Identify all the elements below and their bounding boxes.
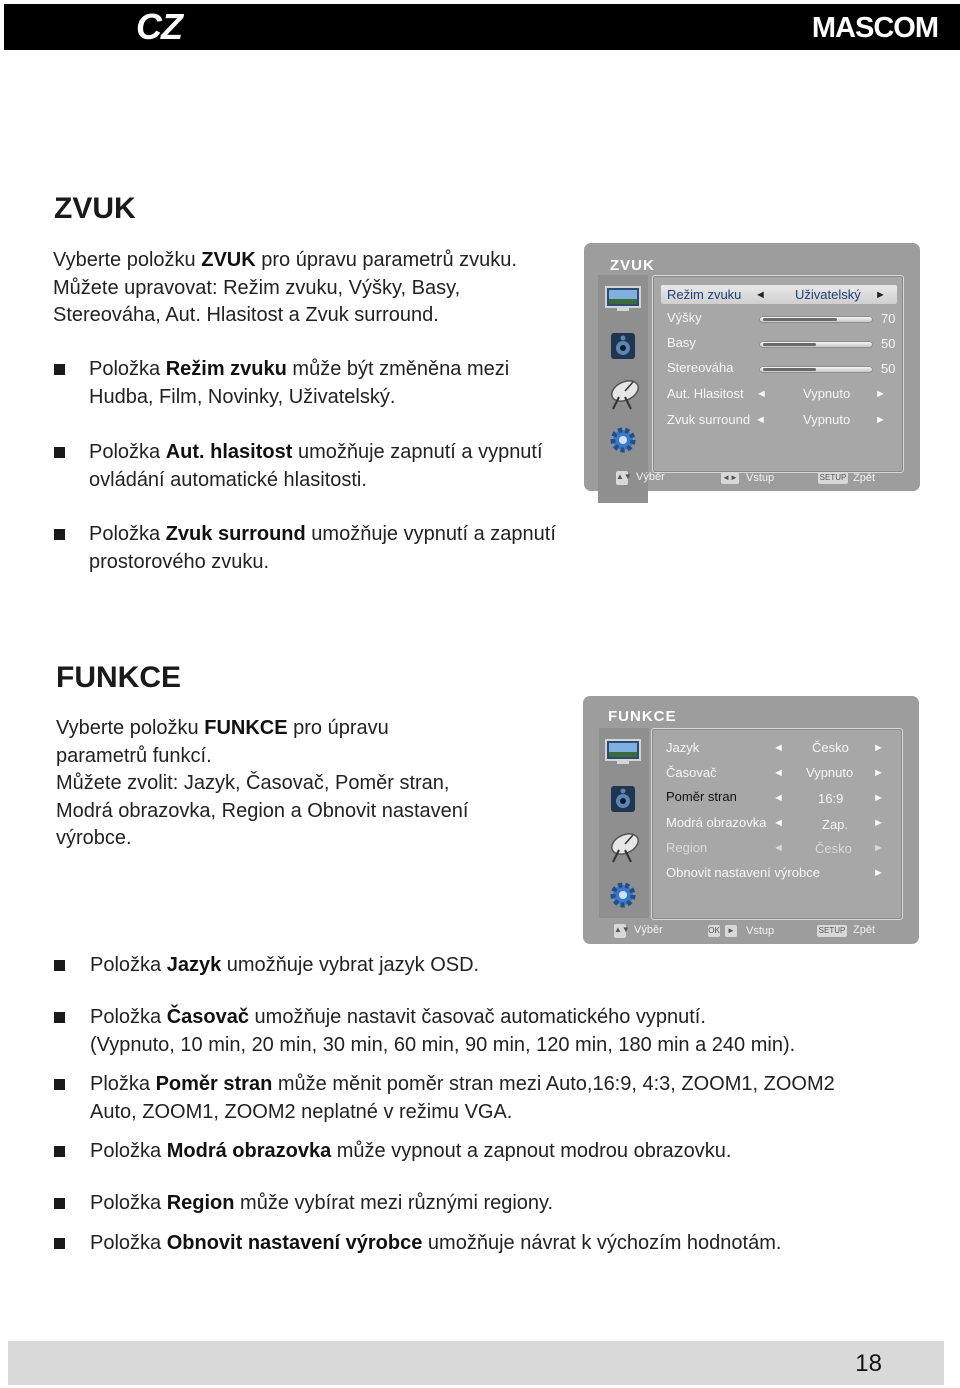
setup-key-icon: SETUP — [818, 926, 846, 935]
language-code: CZ — [136, 6, 182, 47]
intro-line — [56, 743, 468, 771]
satellite-dish-icon — [603, 830, 643, 864]
bullet-marker — [54, 1146, 65, 1157]
satellite-dish-icon — [603, 377, 643, 411]
zvuk-bullet-rezim — [89, 356, 509, 411]
funkce-bullet-pomer-stran — [90, 1071, 835, 1126]
section-heading-funkce: FUNKCE — [56, 661, 181, 694]
arrow-right-icon[interactable]: ► — [873, 842, 884, 854]
bold-term: Zvuk surround — [165, 523, 306, 545]
arrow-left-icon[interactable]: ◄ — [756, 388, 767, 400]
bullet-marker — [54, 1079, 65, 1090]
osd-items-panel — [651, 728, 903, 920]
funkce-bullet-casovac — [90, 1004, 795, 1059]
bullet-marker — [54, 364, 65, 375]
bullet-marker — [54, 529, 65, 540]
arrow-right-icon[interactable]: ► — [873, 742, 884, 754]
arrow-left-icon[interactable]: ◄ — [755, 289, 766, 301]
bold-term: Region — [166, 1192, 235, 1214]
text-run: může vypnout a zapnout modrou obrazovku. — [331, 1140, 732, 1162]
osd-row-value: Česko — [815, 841, 852, 856]
text-run: parametrů funkcí. — [56, 744, 212, 767]
bullet-text-line — [89, 549, 556, 577]
osd-row-label: Stereováha — [667, 360, 734, 375]
arrow-right-icon[interactable]: ► — [873, 867, 884, 879]
arrow-left-icon[interactable]: ◄ — [773, 792, 784, 804]
osd-footer-back: Zpět — [853, 472, 876, 484]
bullet-marker — [54, 1238, 65, 1249]
text-run: výrobce. — [56, 827, 132, 849]
arrow-right-icon[interactable]: ► — [875, 388, 886, 400]
osd-row-value: Vypnuto — [803, 412, 851, 427]
osd-row-label[interactable]: Poměr stran — [666, 789, 737, 804]
intro-line — [56, 770, 468, 798]
osd-footer-select: Výběr — [634, 924, 663, 936]
slider-fill — [763, 368, 816, 371]
intro-line — [56, 715, 468, 743]
funkce-bullet-region — [90, 1190, 553, 1218]
text-run: Můžete zvolit: Jazyk, Časovač, Poměr stran, — [56, 772, 450, 794]
text-run: Položka — [89, 441, 166, 463]
osd-row-label: Obnovit nastavení výrobce — [666, 865, 820, 880]
text-run: Položka — [89, 523, 166, 545]
bullet-text-line — [90, 1138, 731, 1166]
osd-footer-enter: Vstup — [746, 472, 775, 484]
osd-row-label: Režim zvuku — [667, 287, 742, 302]
bold-term: FUNKCE — [204, 717, 288, 739]
intro-line — [56, 825, 468, 853]
text-run: Položka — [90, 1192, 167, 1214]
bass-slider[interactable] — [759, 341, 873, 348]
bullet-text-line — [90, 1004, 795, 1032]
sound-icon — [603, 329, 643, 363]
osd-footer-enter: Vstup — [746, 925, 775, 937]
page-number: 18 — [855, 1350, 882, 1377]
arrow-left-icon[interactable]: ◄ — [773, 742, 784, 754]
text-run: pro úpravu — [287, 717, 389, 739]
picture-icon — [603, 281, 643, 315]
text-run: (Vypnuto, 10 min, 20 min, 30 min, 60 min, 90 min, 120 min, 180 min a 240 min). — [90, 1033, 796, 1056]
bullet-text-line — [90, 1190, 553, 1218]
bold-term: Poměr stran — [155, 1073, 273, 1095]
osd-row-value: Vypnuto — [803, 386, 851, 401]
bullet-text-line — [89, 356, 509, 384]
up-down-key-icon: ▲▼ — [616, 471, 628, 485]
bold-term: Jazyk — [166, 954, 222, 976]
text-run: Položka — [90, 954, 167, 976]
osd-title: FUNKCE — [608, 708, 677, 725]
intro-line — [53, 302, 517, 330]
funkce-bullet-obnovit — [90, 1230, 781, 1258]
slider-fill — [763, 343, 816, 346]
left-right-key-icon: ◄► — [722, 473, 738, 482]
text-run: umožňuje vybrat jazyk OSD. — [221, 954, 480, 976]
osd-row-label: Jazyk — [666, 740, 700, 755]
bold-term: Časovač — [166, 1006, 249, 1028]
bullet-marker — [54, 1198, 65, 1209]
bold-term: Režim zvuku — [165, 358, 287, 380]
text-run: Hudba, Film, Novinky, Uživatelský. — [89, 385, 396, 408]
arrow-left-icon[interactable]: ◄ — [755, 414, 766, 426]
right-key-icon: ► — [725, 925, 737, 937]
bullet-text-line — [90, 1099, 835, 1127]
gear-icon — [603, 878, 643, 912]
osd-row-value: Česko — [812, 740, 849, 755]
osd-footer-select: Výběr — [636, 471, 665, 483]
text-run: Vyberte položku — [53, 249, 202, 271]
gear-icon — [603, 423, 643, 457]
up-down-key-icon: ▲▼ — [614, 924, 626, 938]
treble-slider[interactable] — [759, 316, 873, 323]
intro-line — [53, 247, 517, 275]
arrow-right-icon[interactable]: ► — [873, 792, 884, 804]
osd-menu-funkce — [583, 696, 919, 944]
text-run: umožňuje nastavit časovač automatického vypnutí. — [249, 1006, 706, 1028]
text-run: prostorového zvuku. — [89, 550, 270, 573]
osd-footer-back: Zpět — [853, 924, 876, 936]
arrow-right-icon[interactable]: ► — [873, 767, 884, 779]
osd-title: ZVUK — [610, 257, 655, 274]
zvuk-bullet-surround — [89, 521, 556, 576]
arrow-left-icon[interactable]: ◄ — [773, 842, 784, 854]
funkce-intro — [56, 715, 468, 853]
ok-key-icon: OK — [708, 926, 720, 935]
bold-term: Modrá obrazovka — [166, 1140, 332, 1162]
bold-term: ZVUK — [201, 249, 256, 271]
arrow-right-icon[interactable]: ► — [873, 817, 884, 829]
funkce-bullet-jazyk — [90, 952, 479, 980]
bullet-text-line — [89, 467, 543, 495]
arrow-left-icon[interactable]: ◄ — [773, 767, 784, 779]
text-run: Položka — [90, 1232, 167, 1254]
text-run: Položka — [89, 358, 166, 380]
osd-row-label: Časovač — [666, 765, 717, 780]
intro-line — [53, 275, 517, 303]
bullet-text-line — [90, 952, 479, 980]
text-run: umožňuje návrat k výchozím hodnotám. — [422, 1232, 782, 1254]
bullet-text-line — [89, 439, 543, 467]
sound-icon — [603, 782, 643, 816]
osd-row-value: 50 — [881, 336, 896, 351]
text-run: Můžete upravovat: Režim zvuku, Výšky, Basy, — [53, 276, 461, 299]
bullet-text-line — [89, 521, 556, 549]
arrow-left-icon[interactable]: ◄ — [773, 817, 784, 829]
text-run: Vyberte položku — [56, 717, 205, 739]
bold-term: Aut. hlasitost — [165, 441, 293, 463]
text-run: ovládání automatické hlasitosti. — [89, 468, 367, 491]
text-run: pro úpravu parametrů zvuku. — [255, 249, 517, 271]
text-run: Pložka — [90, 1073, 156, 1095]
bullet-text-line — [90, 1071, 835, 1099]
osd-row-value: 16:9 — [818, 791, 844, 806]
bullet-marker — [54, 960, 65, 971]
osd-row-label: Výšky — [667, 310, 702, 325]
text-run: umožňuje zapnutí a vypnutí — [292, 441, 543, 463]
setup-key-icon: SETUP — [819, 473, 847, 482]
arrow-right-icon[interactable]: ► — [875, 414, 886, 426]
bullet-text-line — [90, 1032, 795, 1060]
bullet-text-line — [90, 1230, 781, 1258]
text-run: Položka — [90, 1140, 167, 1162]
osd-row-value: Vypnuto — [806, 765, 854, 780]
text-run: umožňuje vypnutí a zapnutí — [305, 523, 556, 545]
osd-items-panel — [652, 275, 904, 473]
osd-row-label: Aut. Hlasitost — [667, 386, 744, 401]
bold-term: Obnovit nastavení výrobce — [166, 1232, 423, 1254]
text-run: Stereováha, Aut. Hlasitost a Zvuk surround. — [53, 304, 439, 326]
osd-menu-zvuk — [584, 243, 920, 491]
osd-row-label: Zvuk surround — [667, 412, 751, 427]
osd-row-value: Zap. — [822, 817, 849, 832]
footer-bar — [8, 1341, 944, 1385]
bullet-text-line — [89, 384, 509, 412]
osd-row-label: Basy — [667, 335, 696, 350]
text-run: může vybírat mezi různými regiony. — [234, 1192, 554, 1214]
balance-slider[interactable] — [759, 366, 873, 373]
osd-row-value: 50 — [881, 361, 896, 376]
osd-row-label: Region — [666, 840, 708, 855]
text-run: Auto, ZOOM1, ZOOM2 neplatné v režimu VGA. — [90, 1100, 513, 1123]
bullet-marker — [54, 447, 65, 458]
slider-fill — [763, 318, 837, 321]
brand-logo: MASCOM — [811, 12, 938, 44]
osd-row-value: Uživatelský — [795, 287, 861, 302]
funkce-bullet-modra-obrazovka — [90, 1138, 731, 1166]
text-run: může být změněna mezi — [286, 358, 510, 380]
arrow-right-icon[interactable]: ► — [875, 289, 886, 301]
osd-row-value: 70 — [881, 311, 896, 326]
bullet-marker — [54, 1012, 65, 1023]
zvuk-bullet-aut-hlasitost — [89, 439, 543, 494]
picture-icon — [603, 734, 643, 768]
section-heading-zvuk: ZVUK — [54, 192, 136, 225]
osd-row-label: Modrá obrazovka — [666, 815, 767, 830]
intro-line — [56, 798, 468, 826]
text-run: Položka — [90, 1006, 167, 1028]
text-run: může měnit poměr stran mezi Auto,16:9, 4:3, ZOOM1, ZOOM2 — [272, 1073, 835, 1095]
zvuk-intro — [53, 247, 517, 330]
text-run: Modrá obrazovka, Region a Obnovit nastavení — [56, 799, 469, 822]
